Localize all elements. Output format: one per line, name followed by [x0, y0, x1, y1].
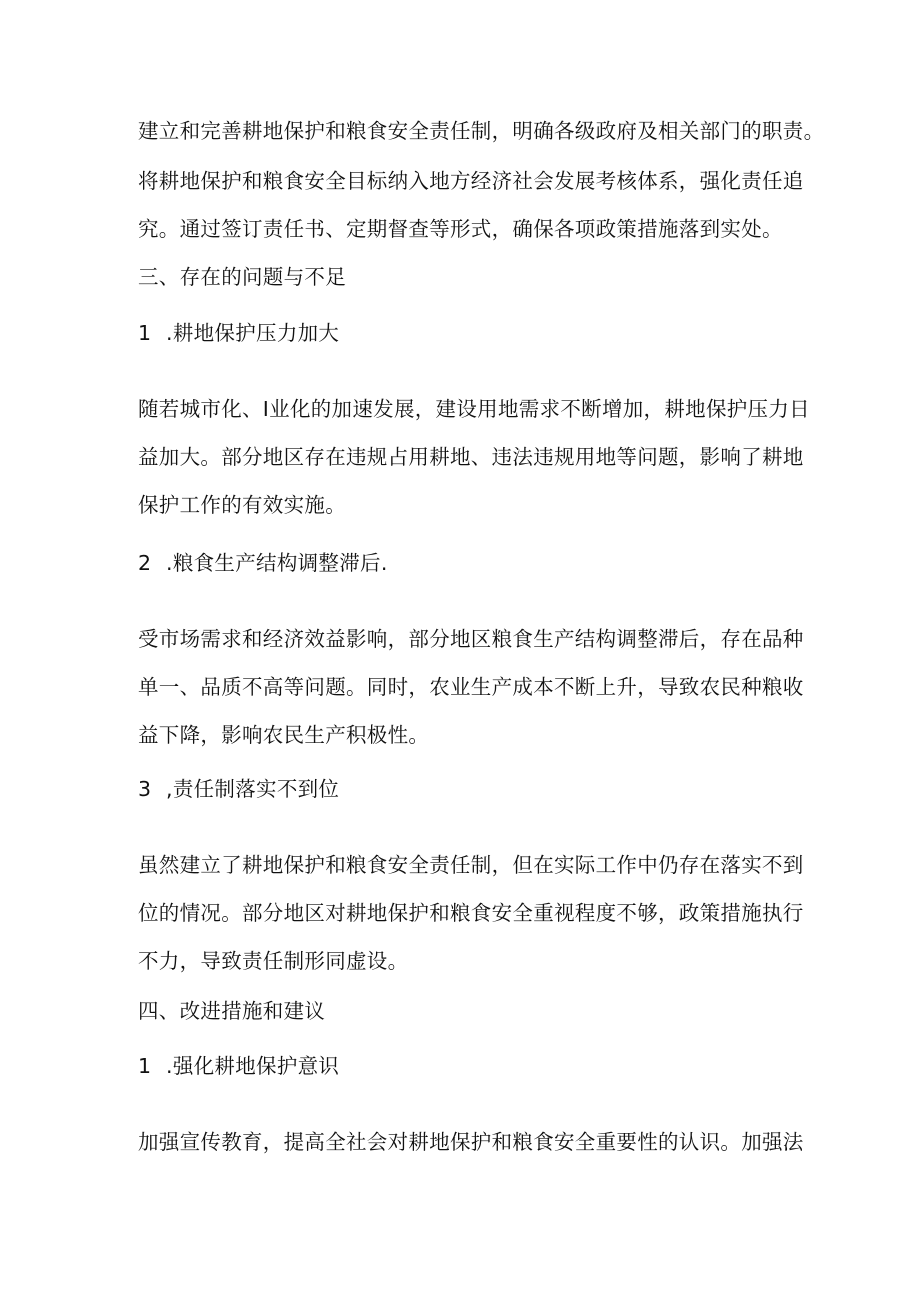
item-heading: [138, 774, 339, 804]
paragraph-line: 加强宣传教育，提高全社会对耕地保护和粮食安全重要性的认识。加强法: [138, 1130, 804, 1154]
item-title: ,责任制落实不到位: [166, 777, 340, 801]
paragraph-line: 单一、品质不高等问题。同时，农业生产成本不断上升，导致农民种粮收: [138, 675, 804, 699]
paragraph-line: 将耕地保护和粮食安全目标纳入地方经济社会发展考核体系，强化责任追: [138, 169, 804, 193]
item-number: 1: [138, 321, 152, 345]
section-heading: 四、改进措施和建议: [138, 999, 326, 1023]
paragraph-line: 建立和完善耕地保护和粮食安全责任制，明确各级政府及相关部门的职责。: [138, 119, 825, 143]
paragraph-line: 受市场需求和经济效益影响，部分地区粮食生产结构调整滞后，存在品种: [138, 627, 804, 651]
paragraph-line: 不力，导致责任制形同虚设。: [138, 949, 409, 973]
item-number: 2: [138, 551, 152, 575]
item-title: .耕地保护压力加大: [166, 321, 340, 345]
item-heading: [138, 1051, 339, 1081]
item-number: 1: [138, 1054, 152, 1078]
paragraph-line: 益下降，影响农民生产积极性。: [138, 723, 430, 747]
paragraph-line: 究。通过签订责任书、定期督查等形式，确保各项政策措施落到实处。: [138, 217, 783, 241]
item-heading: [138, 318, 339, 348]
paragraph-line: 随若城市化、I业化的加速发展，建设用地需求不断增加，耕地保护压力日: [138, 397, 810, 421]
paragraph-line: 位的情况。部分地区对耕地保护和粮食安全重视程度不够，政策措施执行: [138, 901, 804, 925]
section-heading: 三、存在的问题与不足: [138, 265, 346, 289]
item-heading: [138, 548, 388, 578]
paragraph-line: 保护工作的有效实施。: [138, 493, 346, 517]
item-title: .粮食生产结构调整滞后.: [166, 551, 388, 575]
paragraph-line: 虽然建立了耕地保护和粮食安全责任制，但在实际工作中仍存在落实不到: [138, 853, 804, 877]
item-number: 3: [138, 777, 152, 801]
paragraph-line: 益加大。部分地区存在违规占用耕地、违法违规用地等问题，影响了耕地: [138, 445, 804, 469]
item-title: .强化耕地保护意识: [166, 1054, 340, 1078]
